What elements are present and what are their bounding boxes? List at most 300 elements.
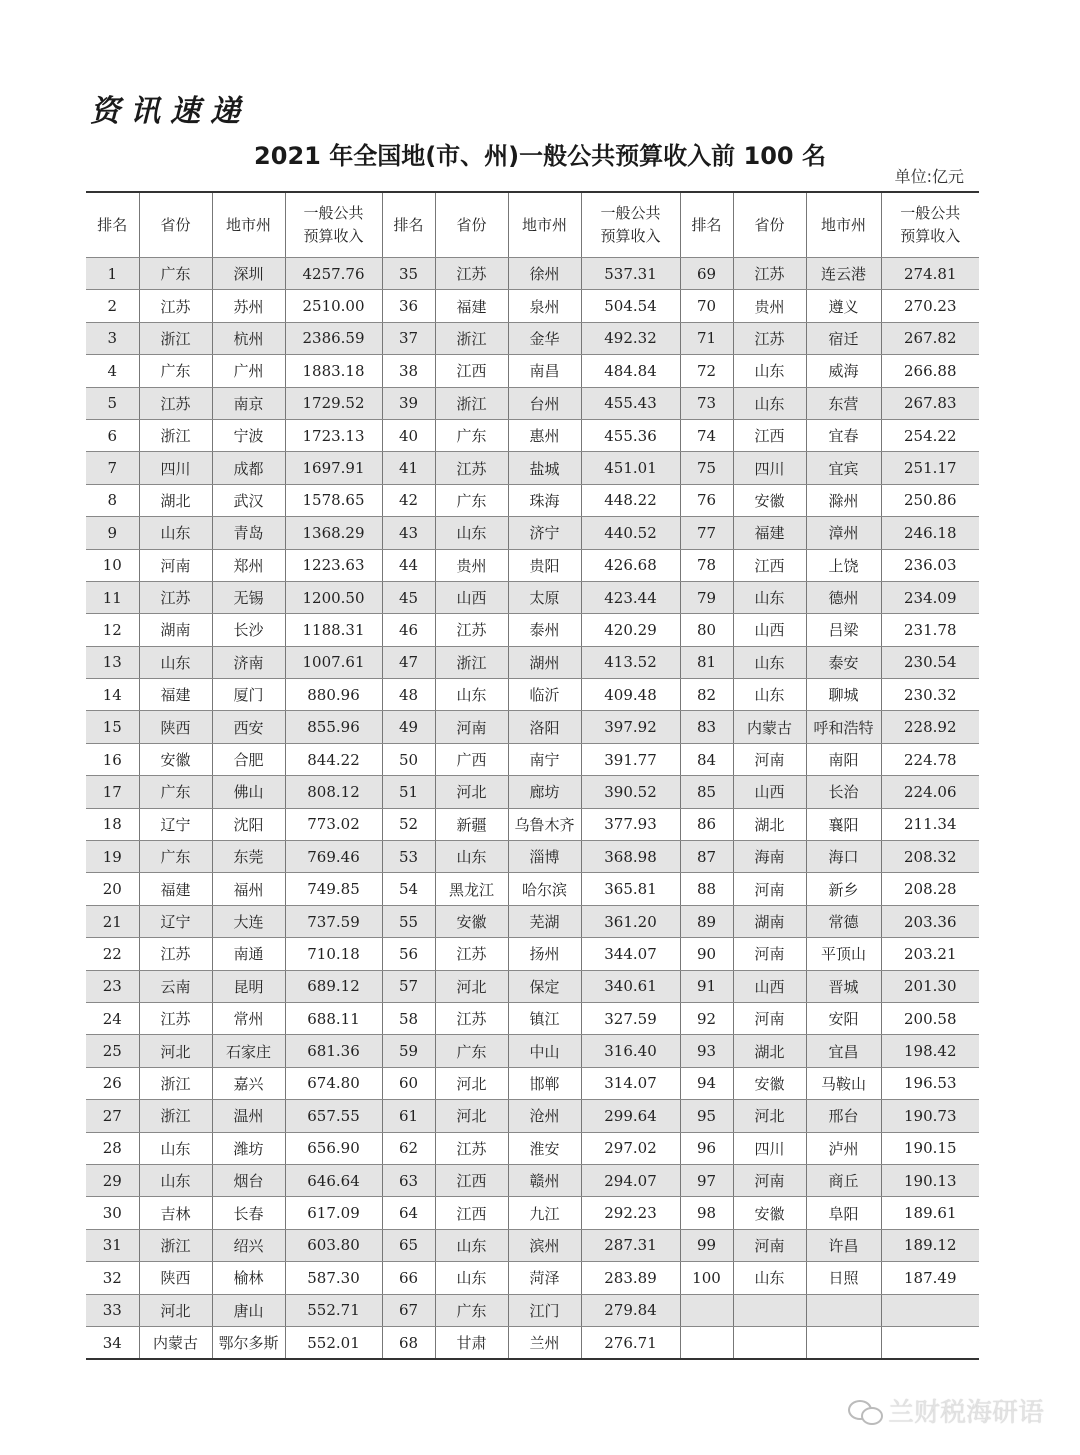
rank-cell: 8: [86, 484, 139, 516]
city-cell: 烟台: [212, 1164, 285, 1196]
city-cell: 唐山: [212, 1294, 285, 1326]
province-cell: 河南: [733, 1229, 806, 1261]
table-row: [86, 808, 979, 840]
revenue-cell: 808.12: [285, 776, 382, 808]
city-cell: 郑州: [212, 549, 285, 581]
revenue-cell: 880.96: [285, 679, 382, 711]
revenue-cell: 187.49: [881, 1262, 979, 1294]
header-text: 省份: [456, 215, 487, 234]
revenue-cell: 230.54: [881, 646, 979, 678]
province-cell: 甘肃: [435, 1326, 508, 1359]
revenue-cell: 228.92: [881, 711, 979, 743]
revenue-cell: 1883.18: [285, 355, 382, 387]
table-row: [86, 517, 979, 549]
revenue-cell: 270.23: [881, 290, 979, 322]
revenue-cell: 250.86: [881, 484, 979, 516]
province-cell: 湖北: [733, 808, 806, 840]
revenue-cell: 203.21: [881, 938, 979, 970]
rank-cell: 63: [382, 1164, 435, 1196]
city-cell: 广州: [212, 355, 285, 387]
province-cell: 四川: [733, 1132, 806, 1164]
city-cell: 长治: [806, 776, 881, 808]
revenue-cell: 234.09: [881, 581, 979, 613]
table-row: [86, 1326, 979, 1359]
city-cell: 泉州: [508, 290, 581, 322]
rank-cell: 6: [86, 419, 139, 451]
city-cell: 宁波: [212, 419, 285, 451]
city-cell: 宜春: [806, 419, 881, 451]
revenue-cell: 749.85: [285, 873, 382, 905]
rank-cell: 17: [86, 776, 139, 808]
revenue-cell: 391.77: [581, 743, 680, 775]
revenue-cell: 451.01: [581, 452, 680, 484]
rank-cell: 83: [680, 711, 733, 743]
revenue-cell: 455.36: [581, 419, 680, 451]
revenue-cell: 1200.50: [285, 581, 382, 613]
revenue-cell: 552.01: [285, 1326, 382, 1359]
rank-cell: 90: [680, 938, 733, 970]
table-row: [86, 679, 979, 711]
empty-cell: [881, 1294, 979, 1326]
revenue-cell: 2510.00: [285, 290, 382, 322]
city-cell: 安阳: [806, 1002, 881, 1034]
revenue-cell: 504.54: [581, 290, 680, 322]
rank-cell: 48: [382, 679, 435, 711]
province-cell: 陕西: [139, 1262, 212, 1294]
rank-cell: 34: [86, 1326, 139, 1359]
rank-cell: 55: [382, 905, 435, 937]
city-cell: 马鞍山: [806, 1067, 881, 1099]
revenue-cell: 201.30: [881, 970, 979, 1002]
province-cell: 吉林: [139, 1197, 212, 1229]
rank-cell: 3: [86, 322, 139, 354]
revenue-cell: 196.53: [881, 1067, 979, 1099]
city-cell: 金华: [508, 322, 581, 354]
city-cell: 惠州: [508, 419, 581, 451]
city-cell: 宜宾: [806, 452, 881, 484]
city-cell: 江门: [508, 1294, 581, 1326]
province-cell: 新疆: [435, 808, 508, 840]
table-row: [86, 322, 979, 354]
rank-cell: 38: [382, 355, 435, 387]
revenue-cell: 646.64: [285, 1164, 382, 1196]
revenue-cell: 211.34: [881, 808, 979, 840]
revenue-cell: 455.43: [581, 387, 680, 419]
city-cell: 成都: [212, 452, 285, 484]
province-cell: 山东: [733, 581, 806, 613]
rank-cell: 16: [86, 743, 139, 775]
revenue-cell: 266.88: [881, 355, 979, 387]
header-cell: [139, 192, 212, 258]
revenue-cell: 294.07: [581, 1164, 680, 1196]
city-cell: 新乡: [806, 873, 881, 905]
city-cell: 盐城: [508, 452, 581, 484]
province-cell: 河北: [435, 970, 508, 1002]
revenue-cell: 844.22: [285, 743, 382, 775]
rank-cell: 92: [680, 1002, 733, 1034]
header-text: 省份: [160, 215, 191, 234]
city-cell: 淮安: [508, 1132, 581, 1164]
rank-cell: 46: [382, 614, 435, 646]
table-row: [86, 841, 979, 873]
revenue-cell: 1188.31: [285, 614, 382, 646]
revenue-cell: 254.22: [881, 419, 979, 451]
rank-cell: 79: [680, 581, 733, 613]
revenue-cell: 208.32: [881, 841, 979, 873]
revenue-cell: 587.30: [285, 1262, 382, 1294]
rank-cell: 21: [86, 905, 139, 937]
header-cell: [435, 192, 508, 258]
revenue-cell: 251.17: [881, 452, 979, 484]
revenue-cell: 1578.65: [285, 484, 382, 516]
header-text: 排名: [691, 215, 722, 234]
province-cell: 江苏: [139, 387, 212, 419]
city-cell: 商丘: [806, 1164, 881, 1196]
province-cell: 山西: [733, 776, 806, 808]
header-text: 地市州: [820, 215, 866, 234]
table-row: [86, 549, 979, 581]
unit-label: 单位:亿元: [894, 167, 964, 186]
province-cell: 河南: [139, 549, 212, 581]
revenue-cell: 397.92: [581, 711, 680, 743]
province-cell: 山东: [139, 517, 212, 549]
rank-cell: 65: [382, 1229, 435, 1261]
revenue-cell: 1697.91: [285, 452, 382, 484]
rank-cell: 39: [382, 387, 435, 419]
city-cell: 连云港: [806, 258, 881, 290]
revenue-cell: 448.22: [581, 484, 680, 516]
province-cell: 福建: [139, 679, 212, 711]
header-text: 地市州: [225, 215, 271, 234]
province-cell: 湖南: [139, 614, 212, 646]
province-cell: 贵州: [733, 290, 806, 322]
rank-cell: 72: [680, 355, 733, 387]
revenue-cell: 203.36: [881, 905, 979, 937]
city-cell: 上饶: [806, 549, 881, 581]
header-text: 排名: [97, 215, 128, 234]
province-cell: 河南: [733, 938, 806, 970]
province-cell: 四川: [139, 452, 212, 484]
province-cell: 江苏: [435, 614, 508, 646]
rank-cell: 81: [680, 646, 733, 678]
revenue-cell: 674.80: [285, 1067, 382, 1099]
city-cell: 滨州: [508, 1229, 581, 1261]
province-cell: 浙江: [139, 1067, 212, 1099]
rank-cell: 71: [680, 322, 733, 354]
rank-cell: 27: [86, 1100, 139, 1132]
revenue-cell: 603.80: [285, 1229, 382, 1261]
city-cell: 太原: [508, 581, 581, 613]
revenue-cell: 1723.13: [285, 419, 382, 451]
rank-cell: 75: [680, 452, 733, 484]
city-cell: 吕梁: [806, 614, 881, 646]
province-cell: 广东: [435, 1294, 508, 1326]
city-cell: 襄阳: [806, 808, 881, 840]
city-cell: 珠海: [508, 484, 581, 516]
province-cell: 浙江: [139, 1100, 212, 1132]
city-cell: 沧州: [508, 1100, 581, 1132]
city-cell: 潍坊: [212, 1132, 285, 1164]
province-cell: 山东: [733, 355, 806, 387]
province-cell: 山东: [435, 679, 508, 711]
province-cell: 江西: [435, 355, 508, 387]
table-row: [86, 1067, 979, 1099]
city-cell: 聊城: [806, 679, 881, 711]
rank-cell: 76: [680, 484, 733, 516]
rank-cell: 85: [680, 776, 733, 808]
rank-cell: 1: [86, 258, 139, 290]
table-body: [86, 258, 979, 1360]
city-cell: 东营: [806, 387, 881, 419]
rank-cell: 70: [680, 290, 733, 322]
province-cell: 山西: [733, 614, 806, 646]
ranking-table: [86, 191, 979, 1360]
city-cell: 武汉: [212, 484, 285, 516]
city-cell: 宿迁: [806, 322, 881, 354]
revenue-cell: 390.52: [581, 776, 680, 808]
revenue-cell: 689.12: [285, 970, 382, 1002]
province-cell: 浙江: [139, 1229, 212, 1261]
rank-cell: 69: [680, 258, 733, 290]
revenue-cell: 292.23: [581, 1197, 680, 1229]
revenue-cell: 316.40: [581, 1035, 680, 1067]
revenue-cell: 413.52: [581, 646, 680, 678]
rank-cell: 23: [86, 970, 139, 1002]
province-cell: 江苏: [435, 938, 508, 970]
rank-cell: 88: [680, 873, 733, 905]
table-row: [86, 1262, 979, 1294]
rank-cell: 4: [86, 355, 139, 387]
header-text: 预算收入: [900, 227, 961, 245]
city-cell: 温州: [212, 1100, 285, 1132]
table-row: [86, 1100, 979, 1132]
rank-cell: 31: [86, 1229, 139, 1261]
page-title: 2021 年全国地(市、州)一般公共预算收入前 100 名: [254, 142, 826, 170]
revenue-cell: 327.59: [581, 1002, 680, 1034]
rank-cell: 43: [382, 517, 435, 549]
table-row: [86, 614, 979, 646]
province-cell: 河南: [733, 1002, 806, 1034]
city-cell: 合肥: [212, 743, 285, 775]
rank-cell: 80: [680, 614, 733, 646]
city-cell: 济宁: [508, 517, 581, 549]
province-cell: 内蒙古: [139, 1326, 212, 1359]
revenue-cell: 224.06: [881, 776, 979, 808]
empty-cell: [881, 1326, 979, 1359]
rank-cell: 37: [382, 322, 435, 354]
rank-cell: 100: [680, 1262, 733, 1294]
province-cell: 江苏: [733, 258, 806, 290]
province-cell: 浙江: [435, 322, 508, 354]
province-cell: 福建: [139, 873, 212, 905]
rank-cell: 49: [382, 711, 435, 743]
province-cell: 山东: [139, 646, 212, 678]
header-cell: [581, 192, 680, 258]
header-text: 一般公共: [600, 204, 661, 222]
rank-cell: 89: [680, 905, 733, 937]
province-cell: 江苏: [435, 1002, 508, 1034]
revenue-cell: 440.52: [581, 517, 680, 549]
watermark-text: 兰财税海研语: [887, 1398, 1044, 1428]
table-row: [86, 1229, 979, 1261]
city-cell: 宜昌: [806, 1035, 881, 1067]
city-cell: 南阳: [806, 743, 881, 775]
province-cell: 广东: [139, 776, 212, 808]
province-cell: 四川: [733, 452, 806, 484]
province-cell: 浙江: [435, 387, 508, 419]
header-text: 省份: [754, 215, 785, 234]
province-cell: 山东: [733, 387, 806, 419]
province-cell: 江苏: [139, 938, 212, 970]
rank-cell: 12: [86, 614, 139, 646]
city-cell: 长沙: [212, 614, 285, 646]
city-cell: 昆明: [212, 970, 285, 1002]
city-cell: 九江: [508, 1197, 581, 1229]
province-cell: 河南: [435, 711, 508, 743]
revenue-cell: 283.89: [581, 1262, 680, 1294]
rank-cell: 20: [86, 873, 139, 905]
header-cell: [806, 192, 881, 258]
rank-cell: 60: [382, 1067, 435, 1099]
rank-cell: 94: [680, 1067, 733, 1099]
rank-cell: 56: [382, 938, 435, 970]
rank-cell: 41: [382, 452, 435, 484]
province-cell: 贵州: [435, 549, 508, 581]
rank-cell: 50: [382, 743, 435, 775]
header-text: 预算收入: [303, 227, 364, 245]
rank-cell: 91: [680, 970, 733, 1002]
revenue-cell: 4257.76: [285, 258, 382, 290]
table-row: [86, 1035, 979, 1067]
city-cell: 镇江: [508, 1002, 581, 1034]
rank-cell: 97: [680, 1164, 733, 1196]
rank-cell: 64: [382, 1197, 435, 1229]
revenue-cell: 208.28: [881, 873, 979, 905]
province-cell: 湖北: [139, 484, 212, 516]
empty-cell: [680, 1294, 733, 1326]
province-cell: 河北: [139, 1294, 212, 1326]
province-cell: 云南: [139, 970, 212, 1002]
province-cell: 山东: [733, 1262, 806, 1294]
rank-cell: 45: [382, 581, 435, 613]
revenue-cell: 340.61: [581, 970, 680, 1002]
city-cell: 东莞: [212, 841, 285, 873]
revenue-cell: 365.81: [581, 873, 680, 905]
header-cell: [508, 192, 581, 258]
revenue-cell: 855.96: [285, 711, 382, 743]
revenue-cell: 769.46: [285, 841, 382, 873]
table-row: [86, 387, 979, 419]
revenue-cell: 737.59: [285, 905, 382, 937]
city-cell: 嘉兴: [212, 1067, 285, 1099]
table-row: [86, 646, 979, 678]
city-cell: 赣州: [508, 1164, 581, 1196]
table-row: [86, 290, 979, 322]
table-row: [86, 970, 979, 1002]
table-row: [86, 1132, 979, 1164]
table-row: [86, 355, 979, 387]
province-cell: 河南: [733, 873, 806, 905]
province-cell: 海南: [733, 841, 806, 873]
rank-cell: 58: [382, 1002, 435, 1034]
province-cell: 河北: [733, 1100, 806, 1132]
province-cell: 湖南: [733, 905, 806, 937]
rank-cell: 36: [382, 290, 435, 322]
city-cell: 漳州: [806, 517, 881, 549]
city-cell: 南通: [212, 938, 285, 970]
rank-cell: 25: [86, 1035, 139, 1067]
city-cell: 济南: [212, 646, 285, 678]
revenue-cell: 246.18: [881, 517, 979, 549]
city-cell: 沈阳: [212, 808, 285, 840]
revenue-cell: 1729.52: [285, 387, 382, 419]
province-cell: 广西: [435, 743, 508, 775]
province-cell: 江西: [435, 1164, 508, 1196]
city-cell: 兰州: [508, 1326, 581, 1359]
province-cell: 河南: [733, 1164, 806, 1196]
city-cell: 平顶山: [806, 938, 881, 970]
rank-cell: 9: [86, 517, 139, 549]
revenue-cell: 224.78: [881, 743, 979, 775]
city-cell: 贵阳: [508, 549, 581, 581]
rank-cell: 13: [86, 646, 139, 678]
city-cell: 遵义: [806, 290, 881, 322]
header-cell: [86, 192, 139, 258]
province-cell: 江西: [733, 419, 806, 451]
province-cell: 辽宁: [139, 808, 212, 840]
table-row: [86, 776, 979, 808]
city-cell: 绍兴: [212, 1229, 285, 1261]
city-cell: 湖州: [508, 646, 581, 678]
header-cell: [733, 192, 806, 258]
revenue-cell: 484.84: [581, 355, 680, 387]
revenue-cell: 198.42: [881, 1035, 979, 1067]
city-cell: 邯郸: [508, 1067, 581, 1099]
province-cell: 广东: [435, 1035, 508, 1067]
rank-cell: 14: [86, 679, 139, 711]
rank-cell: 2: [86, 290, 139, 322]
empty-cell: [733, 1326, 806, 1359]
revenue-cell: 299.64: [581, 1100, 680, 1132]
province-cell: 山东: [435, 841, 508, 873]
city-cell: 晋城: [806, 970, 881, 1002]
rank-cell: 74: [680, 419, 733, 451]
rank-cell: 33: [86, 1294, 139, 1326]
rank-cell: 59: [382, 1035, 435, 1067]
rank-cell: 66: [382, 1262, 435, 1294]
province-cell: 陕西: [139, 711, 212, 743]
province-cell: 浙江: [435, 646, 508, 678]
revenue-cell: 267.83: [881, 387, 979, 419]
revenue-cell: 552.71: [285, 1294, 382, 1326]
city-cell: 长春: [212, 1197, 285, 1229]
table-row: [86, 1197, 979, 1229]
revenue-cell: 190.13: [881, 1164, 979, 1196]
rank-cell: 73: [680, 387, 733, 419]
table-row: [86, 258, 979, 290]
rank-cell: 26: [86, 1067, 139, 1099]
header-text: 排名: [393, 215, 424, 234]
rank-cell: 99: [680, 1229, 733, 1261]
city-cell: 中山: [508, 1035, 581, 1067]
province-cell: 江苏: [435, 1132, 508, 1164]
city-cell: 扬州: [508, 938, 581, 970]
rank-cell: 22: [86, 938, 139, 970]
province-cell: 安徽: [139, 743, 212, 775]
province-cell: 江苏: [733, 322, 806, 354]
table-row: [86, 873, 979, 905]
revenue-cell: 681.36: [285, 1035, 382, 1067]
